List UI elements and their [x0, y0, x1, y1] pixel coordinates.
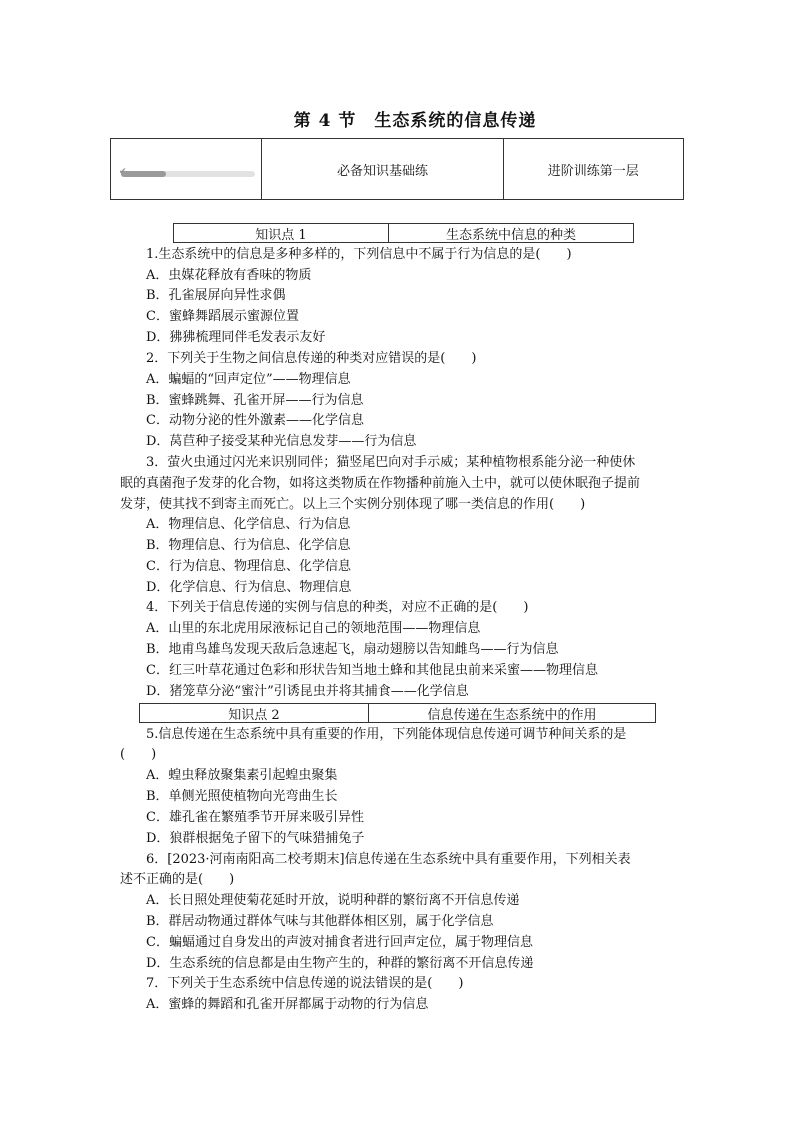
page-title: 第 4 节 生态系统的信息传递 [293, 111, 537, 131]
knowledge-point-2 [139, 703, 656, 723]
q3-option-c: C．行为信息、物理信息、化学信息 [146, 559, 351, 574]
q3-option-d: D．化学信息、行为信息、物理信息 [146, 580, 352, 595]
knowledge-point-title: 信息传递在生态系统中的作用 [427, 707, 597, 723]
header-tab-advanced: 进阶训练第一层 [547, 163, 639, 179]
q6-option-d: D．生态系统的信息都是由生物产生的，种群的繁衍离不开信息传递 [146, 956, 534, 971]
q1-option-b: B．孔雀展屏向异性求偶 [146, 288, 286, 303]
knowledge-point-label: 知识点 2 [140, 704, 369, 722]
q5-option-d: D．狼群根据兔子留下的气味猎捕兔子 [146, 831, 365, 846]
question-3-line-1: 3．萤火虫通过闪光来识别同伴；猫竖尾巴向对手示威；某种植物根系能分泌一种使休 [146, 455, 636, 470]
q5-option-b: B．单侧光照使植物向光弯曲生长 [146, 789, 338, 804]
header-tab-basic: 必备知识基础练 [262, 139, 503, 199]
q2-option-a: A．蝙蝠的“回声定位”——物理信息 [146, 372, 351, 387]
q1-option-d: D．狒狒梳理同伴毛发表示友好 [146, 330, 326, 345]
header-table [110, 138, 684, 200]
question-5-line-1: 5.信息传递在生态系统中具有重要的作用，下列能体现信息传递可调节种间关系的是 [146, 727, 627, 742]
question-1-stem: 1.生态系统中的信息是多种多样的，下列信息中不属于行为信息的是( ) [146, 247, 572, 262]
knowledge-point-title: 生态系统中信息的种类 [445, 227, 576, 243]
q1-option-a: A．虫媒花释放有香味的物质 [146, 268, 312, 283]
q4-option-a: A．山里的东北虎用尿液标记自己的领地范围——物理信息 [146, 621, 481, 636]
q7-option-a: A．蜜蜂的舞蹈和孔雀开屏都属于动物的行为信息 [146, 997, 429, 1012]
q6-option-b: B．群居动物通过群体气味与其他群体相区别，属于化学信息 [146, 914, 494, 929]
knowledge-point-label: 知识点 1 [174, 224, 389, 242]
question-3-line-3: 发芽，使其找不到寄主而死亡。以上三个实例分别体现了哪一类信息的作用( ) [120, 497, 586, 512]
q2-option-d: D．莴苣种子接受某种光信息发芽——行为信息 [146, 434, 417, 449]
question-7-stem: 7．下列关于生态系统中信息传递的说法错误的是( ) [146, 976, 464, 991]
question-6-line-1: 6．[2023·河南南阳高二校考期末]信息传递在生态系统中具有重要作用，下列相关表 [146, 852, 631, 867]
q4-option-b: B．地甫鸟雄鸟发现天敌后急速起飞，扇动翅膀以告知雌鸟——行为信息 [146, 642, 559, 657]
q5-option-a: A．蝗虫释放聚集素引起蝗虫聚集 [146, 768, 338, 783]
q3-option-a: A．物理信息、化学信息、行为信息 [146, 517, 351, 532]
knowledge-point-1 [173, 223, 634, 243]
check-icon: ✔ [119, 167, 127, 177]
question-3-line-2: 眠的真菌孢子发芽的化合物，如将这类物质在作物播种前施入土中，就可以使休眠孢子提前 [120, 476, 641, 491]
question-5-line-2: ( ) [120, 747, 157, 762]
logo-cell [111, 139, 262, 199]
question-6-line-2: 述不正确的是( ) [120, 872, 235, 887]
q4-option-d: D．猪笼草分泌“蜜汁”引诱昆虫并将其捕食——化学信息 [146, 684, 469, 699]
q2-option-b: B．蜜蜂跳舞、孔雀开屏——行为信息 [146, 393, 364, 408]
q1-option-c: C．蜜蜂舞蹈展示蜜源位置 [146, 309, 299, 324]
logo-progress-bar [119, 167, 255, 177]
question-2-stem: 2．下列关于生物之间信息传递的种类对应错误的是( ) [146, 351, 477, 366]
q5-option-c: C．雄孔雀在繁殖季节开屏来吸引异性 [146, 810, 364, 825]
q6-option-a: A．长日照处理使菊花延时开放，说明种群的繁衍离不开信息传递 [146, 893, 520, 908]
q4-option-c: C．红三叶草花通过色彩和形状告知当地土蜂和其他昆虫前来采蜜——物理信息 [146, 663, 598, 678]
q3-option-b: B．物理信息、行为信息、化学信息 [146, 538, 351, 553]
question-4-stem: 4．下列关于信息传递的实例与信息的种类，对应不正确的是( ) [146, 600, 529, 615]
logo-progress-fill [121, 171, 166, 177]
q2-option-c: C．动物分泌的性外激素——化学信息 [146, 413, 364, 428]
q6-option-c: C．蝙蝠通过自身发出的声波对捕食者进行回声定位，属于物理信息 [146, 935, 533, 950]
